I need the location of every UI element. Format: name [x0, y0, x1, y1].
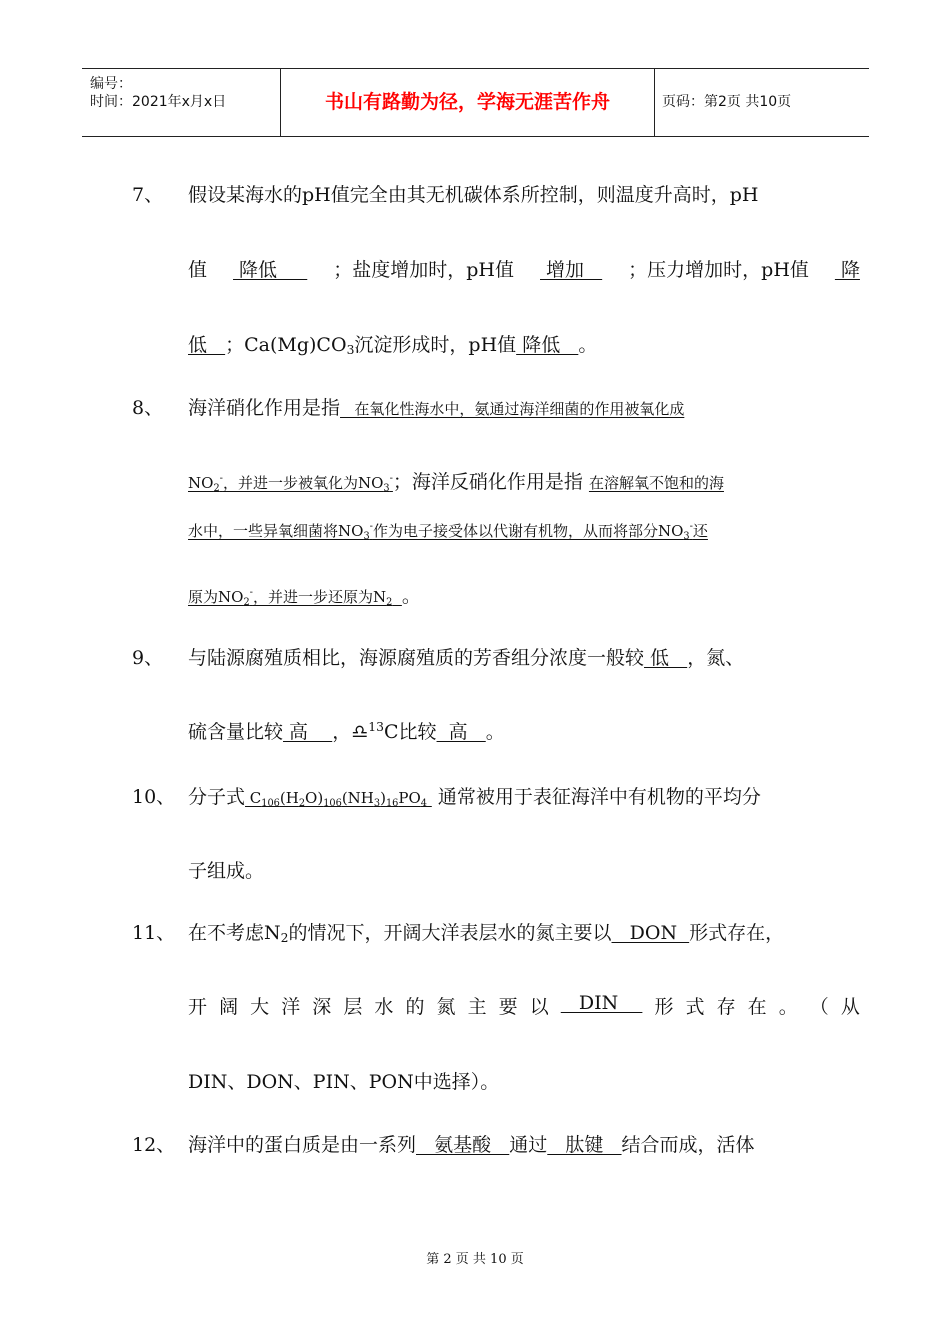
q11-line-2: 开 阔 大 洋 深 层 水 的 氮 主 要 以 DIN 形 式 存 在 。 （ 从 — [188, 992, 860, 1018]
answer-blank: DIN — [560, 992, 643, 1014]
page-footer: 第 2 页 共 10 页 — [426, 1252, 524, 1267]
q11-number: 11、 — [132, 922, 176, 944]
page-header — [82, 68, 869, 137]
q8-number: 8、 — [132, 397, 164, 419]
q9-line-1: 与陆源腐殖质相比，海源腐殖质的芳香组分浓度一般较 低 ，氮、 — [188, 647, 745, 669]
q7-line-1: 假设某海水的pH值完全由其无机碳体系所控制，则温度升高时，pH — [188, 184, 759, 206]
q8-line-4: 原为$NO_2^-$，并进一步还原为$N_2$ 。 — [188, 585, 421, 608]
q8-line-3: 水中，一些异氧细菌将$NO_3^-$作为电子接受体以代谢有机物，从而将部分$NO_3^-$还 — [188, 521, 708, 542]
q12-number: 12、 — [132, 1134, 176, 1156]
motto: 书山有路勤为径，学海无涯苦作舟 — [281, 69, 655, 136]
q9-line-2: 硫含量比较 高 ，♎$^{13}$C比较 高 。 — [188, 720, 505, 743]
answer-blank: 高 — [436, 721, 486, 743]
answer-blank: 在溶解氧不饱和的海 — [588, 474, 724, 492]
q10-number: 10、 — [132, 786, 176, 808]
answer-blank: 高 — [283, 721, 333, 743]
q8-line-2: $NO_2^-$，并进一步被氧化为$NO_3^-$；海洋反硝化作用是指 在溶解氧不饱和的海 — [188, 471, 724, 494]
q10-line-1: 分子式 $C_{106}(H_2O)_{106}(NH_3)_{16}PO_4$ 通常被用于表征海洋中有机物的平均分 — [188, 786, 761, 809]
q8-line-1: 海洋硝化作用是指 在氧化性海水中，氨通过海洋细菌的作用被氧化成 — [188, 397, 685, 419]
answer-blank: 低 — [644, 647, 688, 669]
answer-blank: 降低 — [516, 334, 579, 356]
answer-blank: 低 — [188, 334, 226, 356]
q7-line-2: 值 降低 ；盐度增加时，pH值 增加 ；压力增加时，pH值 降 — [188, 255, 860, 282]
q7-line-3: 低 ；$Ca(Mg)CO_3$沉淀形成时，pH值 降低 。 — [188, 334, 598, 357]
q11-line-3: DIN、DON、PIN、PON中选择）。 — [188, 1071, 500, 1093]
answer-blank: 在氧化性海水中，氨通过海洋细菌的作用被氧化成 — [340, 400, 685, 418]
answer-blank: 氨基酸 — [416, 1134, 510, 1156]
serial-label: 编号： — [90, 76, 132, 92]
answer-blank: 降 — [834, 259, 860, 281]
header-meta-cell — [82, 69, 281, 136]
q11-line-1: 在不考虑$N_2$的情况下，开阔大洋表层水的氮主要以 DON 形式存在， — [188, 922, 785, 945]
q10-line-2: 子组成。 — [188, 860, 265, 882]
q12-line-1: 海洋中的蛋白质是由一系列 氨基酸 通过 肽键 结合而成，活体 — [188, 1134, 755, 1156]
answer-blank: 降低 — [233, 259, 308, 281]
answer-blank: 增加 — [540, 259, 603, 281]
q9-number: 9、 — [132, 647, 164, 669]
page-info: 页码：第2页 共10页 — [662, 94, 792, 110]
date-label: 时间：2021年x月x日 — [90, 94, 227, 110]
q7-number: 7、 — [132, 184, 164, 206]
answer-blank: 肽键 — [547, 1134, 622, 1156]
answer-blank: DON — [611, 922, 690, 944]
libra-symbol: ♎ — [351, 721, 369, 743]
formula-blank: $C_{106}(H_2O)_{106}(NH_3)_{16}PO_4$ — [245, 789, 427, 809]
